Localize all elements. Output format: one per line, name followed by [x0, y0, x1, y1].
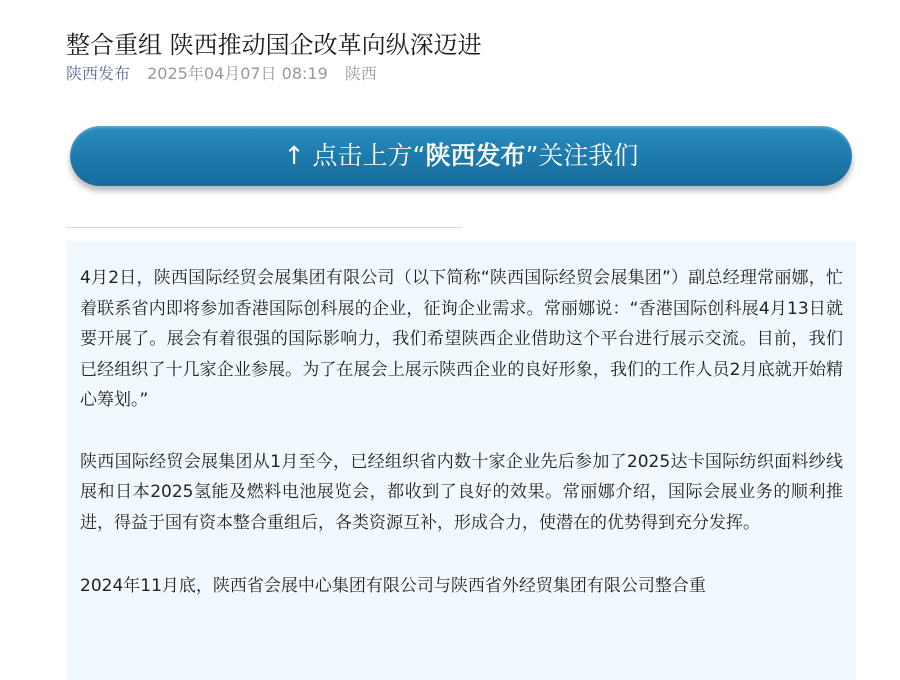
up-arrow-icon: ↑: [283, 141, 305, 170]
article-title: 整合重组 陕西推动国企改革向纵深迈进: [66, 31, 482, 60]
paragraph-3: 2024年11月底，陕西省会展中心集团有限公司与陕西省外经贸集团有限公司整合重: [80, 576, 706, 596]
article-meta: [66, 62, 377, 86]
publish-datetime: 2025年04月07日 08:19: [147, 64, 328, 83]
source-account-link[interactable]: 陕西发布: [66, 64, 131, 83]
paragraph-1: 4月2日，陕西国际经贸会展集团有限公司（以下简称“陕西国际经贸会展集团”）副总经理常丽娜，忙着联系省内即将参加香港国际创科展的企业，征询企业需求。常丽娜说：“香港国际创科展4月13日就要开展了。展会有着很强的国际影响力，我们希望陕西企业借助这个平台进行展示交流。目前，我们已经组织了十几家企业参展。为了在展会上展示陕西企业的良好形象，我们的工作人员2月底就开始精心筹划。”: [80, 268, 843, 410]
paragraph-2: 陕西国际经贸会展集团从1月至今，已经组织省内数十家企业先后参加了2025达卡国际纺织面料纱线展和日本2025氢能及燃料电池展览会，都收到了良好的效果。常丽娜介绍，国际会展业务的顺利推进，得益于国有资本整合重组后，各类资源互补，形成合力，使潜在的优势得到充分发挥。: [80, 451, 843, 533]
follow-banner[interactable]: [70, 126, 852, 186]
publish-region: 陕西: [344, 64, 377, 83]
divider-line: [66, 227, 462, 228]
banner-suffix: ”关注我们: [525, 141, 639, 170]
article-body: [66, 241, 856, 680]
banner-prefix: 点击上方“: [304, 141, 426, 170]
banner-account-name: 陕西发布: [425, 141, 526, 170]
